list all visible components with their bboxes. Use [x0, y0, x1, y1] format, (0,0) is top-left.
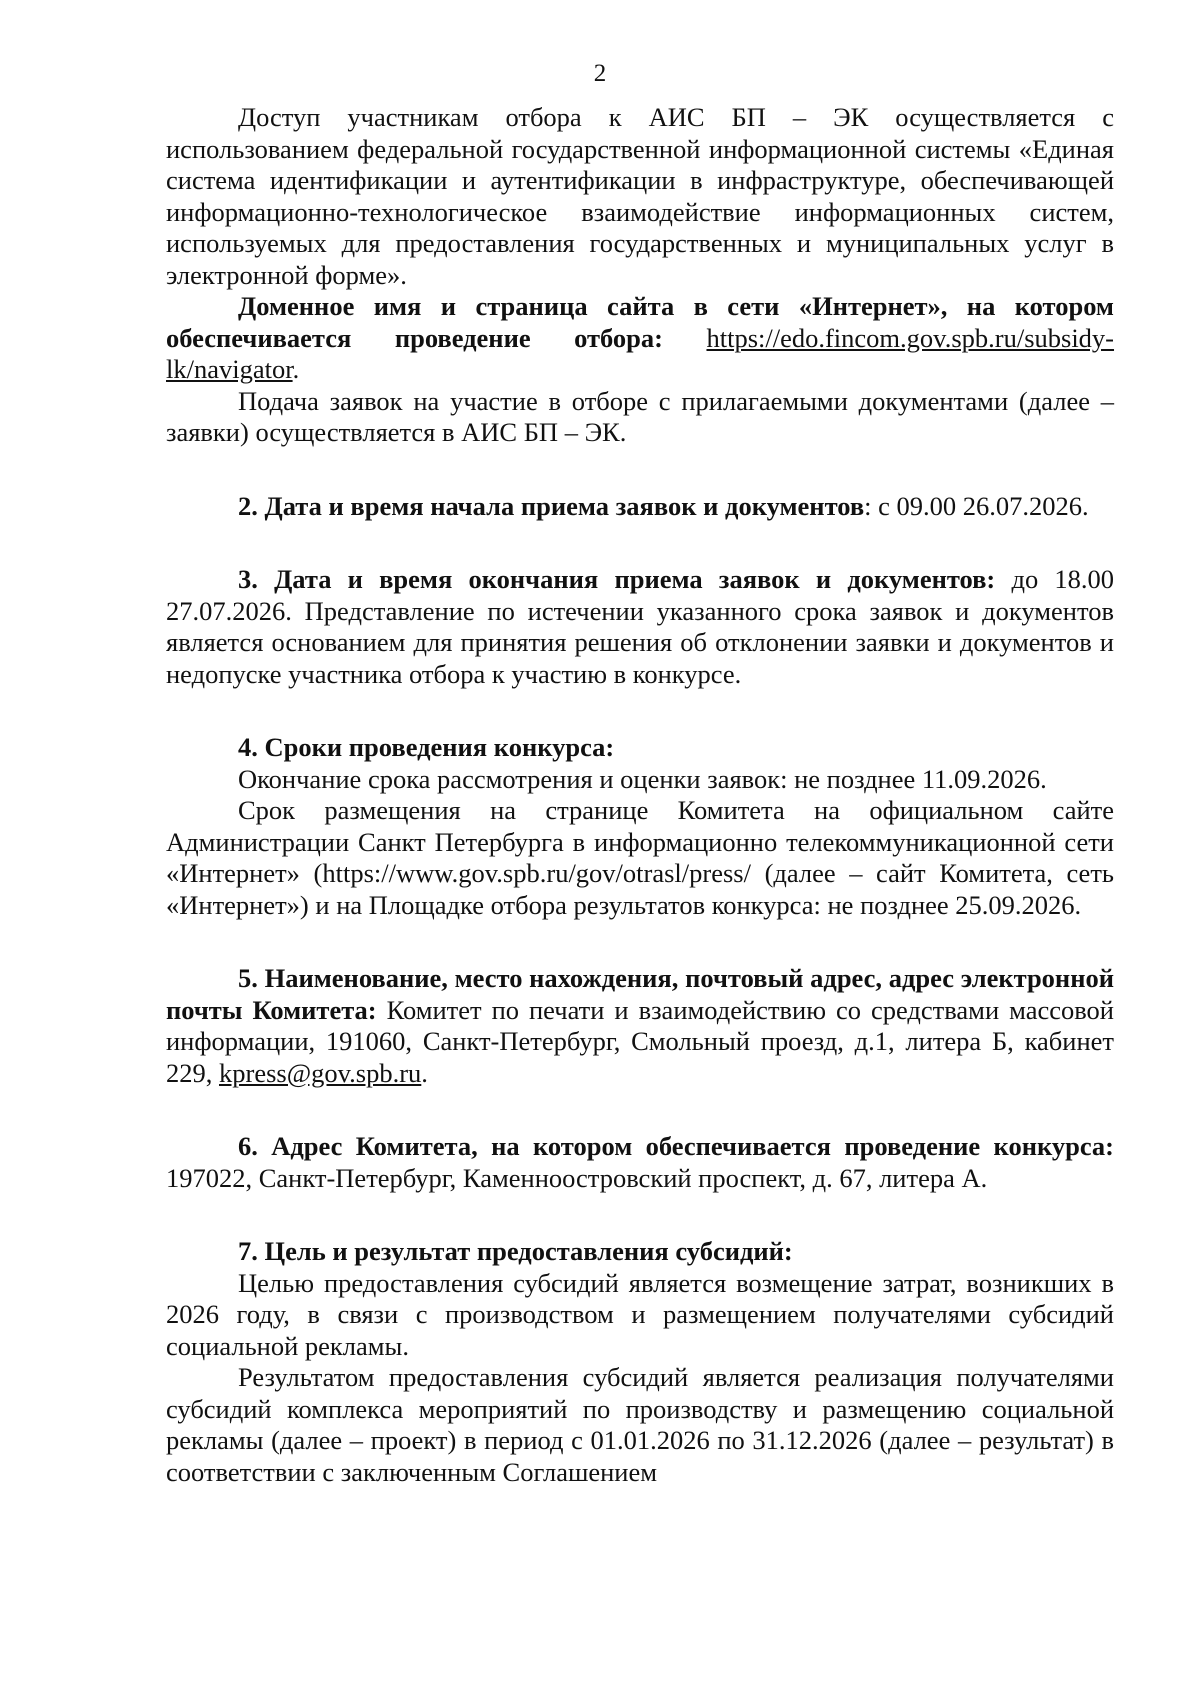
section-5-text: Комитет по печати и взаимодействию со средствами массовой информации, 191060, Санкт-Петербург, Смольный проезд, д.1, литера Б, кабинет 229, — [166, 994, 1114, 1088]
section-5-heading: 5. Наименование, место нахождения, почтовый адрес, адрес электронной почты Комитета: — [166, 963, 1114, 1025]
section-4-paragraph-2: Срок размещения на странице Комитета на официальном сайте Администрации Санкт Петербурга в информационно телекоммуникационной сети «Интернет» (https://www.gov.spb.ru/gov/otrasl/press/ (далее – сайт Комитета, сеть «Интернет») и на Площадке отбора результатов конкурса: не позднее 25.09.2026. — [166, 795, 1114, 920]
document-body — [166, 102, 1114, 1488]
section-6 — [166, 1131, 1114, 1194]
email-link[interactable]: kpress@gov.spb.ru — [219, 1057, 422, 1088]
section-7-heading: 7. Цель и результат предоставления субсидий: — [238, 1236, 793, 1266]
paragraph-submission: Подача заявок на участие в отборе с прилагаемыми документами (далее – заявки) осуществляется в АИС БП – ЭК. — [166, 385, 1114, 447]
section-4-heading: 4. Сроки проведения конкурса: — [238, 732, 615, 762]
domain-link[interactable]: https://edo.fincom.gov.spb.ru/subsidy-lk/navigator — [166, 322, 1115, 384]
section-3-heading: 3. Дата и время окончания приема заявок и документов: — [238, 564, 996, 594]
paragraph-domain: Доменное имя и страница сайта в сети «Интернет», на котором обеспечивается проведение отбора: https://edo.fincom.gov.spb.ru/subsidy-lk/navigator. — [166, 291, 1115, 384]
page-number: 2 — [593, 60, 607, 87]
section-7-paragraph-2: Результатом предоставления субсидий является реализация получателями субсидий комплекса мероприятий по производству и размещению социальной рекламы (далее – проект) в период с 01.01.2026 по 31.12.2026 (далее – результат) в соответствии с заключенным Соглашением — [166, 1362, 1114, 1487]
section-3-text: до 18.00 27.07.2026. Представление по истечении указанного срока заявок и документов является основанием для принятия решения об отклонении заявки и документов и недопуске участника отбора к участию в конкурсе. — [166, 564, 1115, 689]
section-5: 5. Наименование, место нахождения, почтовый адрес, адрес электронной почты Комитета: Комитет по печати и взаимодействию со средствами массовой информации, 191060, Санкт-Петербург, Смольный проезд, д.1, литера Б, кабинет 229, kpress@gov.spb.ru. — [166, 963, 1114, 1088]
section-6-text: 197022, Санкт-Петербург, Каменноостровский проспект, д. 67, литера А. — [166, 1162, 988, 1193]
section-2-text: : с 09.00 26.07.2026. — [864, 490, 1089, 521]
section-7-paragraph-1: Целью предоставления субсидий является возмещение затрат, возникших в 2026 году, в связи с производством и размещением получателями субсидий социальной рекламы. — [166, 1267, 1114, 1361]
section-2-heading: 2. Дата и время начала приема заявок и документов — [238, 490, 865, 521]
domain-label: Доменное имя и страница сайта в сети «Интернет», на котором обеспечивается проведение отбора: — [166, 291, 1114, 353]
section-3 — [166, 564, 1114, 690]
paragraph-access: Доступ участникам отбора к АИС БП – ЭК осуществляется с использованием федеральной государственной информационной системы «Единая система идентификации и аутентификации в инфраструктуре, обеспечивающей информационно-технологическое взаимодействие информационных систем, используемых для предоставления государственных и муниципальных услуг в электронной форме». — [166, 102, 1114, 290]
section-4-paragraph-1: Окончание срока рассмотрения и оценки заявок: не позднее 11.09.2026. — [238, 763, 1047, 794]
section-6-heading: 6. Адрес Комитета, на котором обеспечивается проведение конкурса: — [238, 1131, 1114, 1161]
section-2 — [166, 491, 1114, 523]
